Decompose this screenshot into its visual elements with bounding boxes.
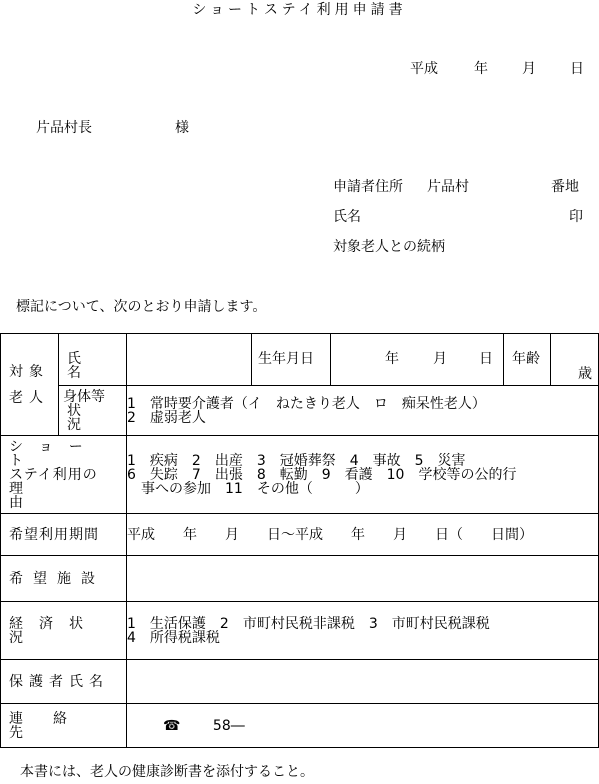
birth-label: 生年月日 [258, 351, 314, 367]
reason-option-line-3: 事への参加 11 その他（ ） [141, 480, 369, 497]
contact-label-cell [1, 704, 127, 748]
date-day: 日 [570, 61, 584, 77]
econ-label: 経済状況 [9, 615, 99, 646]
econ-option-line-1: 1 生活保護 2 市町村民税非課税 3 市町村民税課税 [127, 615, 490, 632]
name-label-cell [59, 334, 127, 386]
contact-label: 連絡先 [9, 710, 97, 741]
age-label-cell [504, 334, 551, 386]
period-label: 希望利用期間 [9, 526, 99, 543]
phone-value: 58― [212, 717, 245, 734]
guardian-value-cell[interactable] [127, 660, 599, 704]
age-unit: 歳 [578, 366, 592, 382]
facility-label-cell [1, 556, 127, 602]
econ-option-line-2: 4 所得税課税 [127, 629, 220, 646]
reason-label-3: 理由 [9, 480, 93, 511]
body-option-line-1: 1 常時要介護者（イ ねたきり老人 ロ 痴呆性老人） [127, 395, 486, 412]
body-label-2: 状況 [67, 402, 95, 433]
application-form-table [0, 333, 599, 748]
guardian-label: 保護者氏名 [9, 673, 109, 690]
birth-day-unit: 日 [479, 351, 493, 367]
body-label-1: 身体等 [63, 388, 105, 405]
reason-option-line-2: 6 失踪 7 出張 8 転勤 9 看護 10 学校等の公的行 [127, 466, 517, 483]
period-value: 平成 年 月 日～平成 年 月 日（ 日間） [127, 526, 533, 543]
applicant-address-suffix: 番地 [551, 179, 579, 195]
reason-label-cell [1, 436, 127, 514]
date-month: 月 [522, 61, 536, 77]
reason-label-1: ショート [9, 438, 99, 469]
addressee-name: 片品村長 [36, 120, 92, 136]
birth-label-cell [252, 334, 331, 386]
facility-label: 希望施設 [9, 570, 105, 587]
guardian-label-cell [1, 660, 127, 704]
reason-option-line-1: 1 疾病 2 出産 3 冠婚葬祭 4 事故 5 災害 [127, 452, 466, 469]
name-label: 氏名 [67, 351, 95, 381]
name-value-cell[interactable] [127, 334, 252, 386]
intro-text: 標記について、次のとおり申請します。 [16, 299, 267, 315]
date-era: 平成 [410, 61, 438, 77]
age-label: 年齢 [512, 351, 540, 367]
date-year: 年 [474, 61, 488, 77]
applicant-name-label: 氏名 [333, 209, 361, 225]
period-label-cell [1, 514, 127, 556]
target-elder-label-cell [1, 334, 59, 436]
age-value-cell[interactable] [551, 334, 599, 386]
elder-label: 老人 [9, 389, 49, 406]
reason-label-2: ステイ利用の [9, 466, 98, 483]
contact-value-cell[interactable] [127, 704, 599, 748]
period-value-cell[interactable] [127, 514, 599, 556]
body-condition-cell [127, 386, 599, 436]
reason-cell [127, 436, 599, 514]
seal-mark: 印 [569, 209, 583, 225]
birth-year-unit: 年 [385, 351, 399, 367]
target-label: 対象 [9, 363, 49, 380]
footnote: 本書には、老人の健康診断書を添付すること。 [20, 764, 314, 780]
body-option-line-2: 2 虚弱老人 [127, 409, 206, 426]
relation-label: 対象老人との続柄 [333, 239, 445, 255]
econ-value-cell [127, 602, 599, 660]
addressee-honorific: 様 [175, 120, 189, 136]
telephone-icon: ☎ [163, 717, 181, 734]
birth-value-cell[interactable] [331, 334, 504, 386]
birth-month-unit: 月 [433, 351, 447, 367]
body-label-cell [59, 386, 127, 436]
econ-label-cell [1, 602, 127, 660]
applicant-address-value: 片品村 [427, 179, 469, 195]
facility-value-cell[interactable] [127, 556, 599, 602]
document-title: ショートステイ利用申請書 [192, 2, 407, 18]
applicant-address-label: 申請者住所 [333, 179, 403, 195]
